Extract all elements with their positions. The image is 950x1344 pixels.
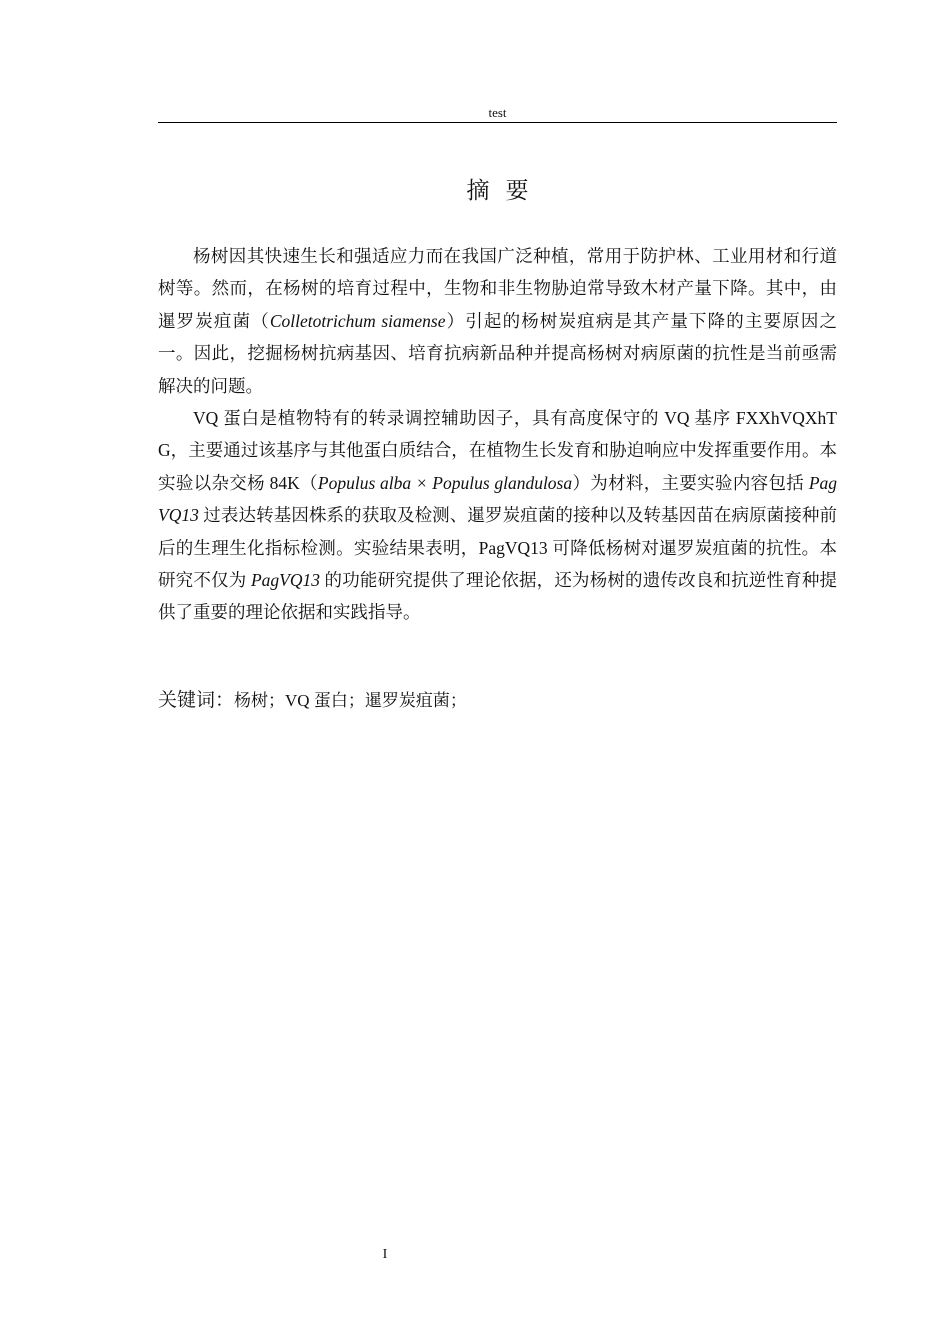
abstract-body [158,240,837,629]
paragraph-1-text-a: 杨树因其快速生长和强适应力而在我国广泛种植，常用于防护林、工业用材和行道树等。然而，在杨树的培育过程中，生物和非生物胁迫常导致木材产量下降。其中，由暹罗炭疽菌（ [158,246,837,331]
paragraph-1-text-b: ）引起的杨树炭疽病是其产量下降的主要原因之一。因此，挖掘杨树抗病基因、培育抗病新品种并提高杨树对病原菌的抗性是当前亟需解决的问题。 [158,310,837,396]
abstract-paragraph-1 [158,240,837,402]
species-name: Colletotrichum siamense [269,310,446,331]
paragraph-2-text-b: ）为材料，主要实验内容包括 [572,472,809,493]
header-rule [158,122,837,123]
keywords-label: 关键词： [158,689,235,711]
hybrid-species-name: Populus alba × Populus glandulosa [317,472,573,493]
keywords-value: 杨树；VQ 蛋白；暹罗炭疽菌； [234,691,467,710]
paragraph-2-text-a: VQ 蛋白是植物特有的转录调控辅助因子，具有高度保守的 VQ 基序 FXXhVQXhTG，主要通过该基序与其他蛋白质结合，在植物生长发育和胁迫响应中发挥重要作用。本实验以杂交杨 84K（ [158,408,837,493]
abstract-paragraph-2 [158,402,837,629]
paragraph-2-text-d: 的功能研究提供了理论依据，还为杨树的遗传改良和抗逆性育种提供了重要的理论依据和实践指导。 [158,570,838,623]
abstract-title: 摘要 [466,178,545,204]
gene-name: PagVQ13 [250,570,320,591]
paragraph-2-text-c: 过表达转基因株系的获取及检测、暹罗炭疽菌的接种以及转基因苗在病原菌接种前后的生理生化指标检测。实验结果表明，PagVQ13 可降低杨树对暹罗炭疽菌的抗性。本研究不仅为 [158,505,837,591]
keywords-line [158,686,837,715]
gene-name: PagVQ13 [158,472,838,526]
running-header: test [488,105,507,120]
page-number: I [382,1247,388,1262]
